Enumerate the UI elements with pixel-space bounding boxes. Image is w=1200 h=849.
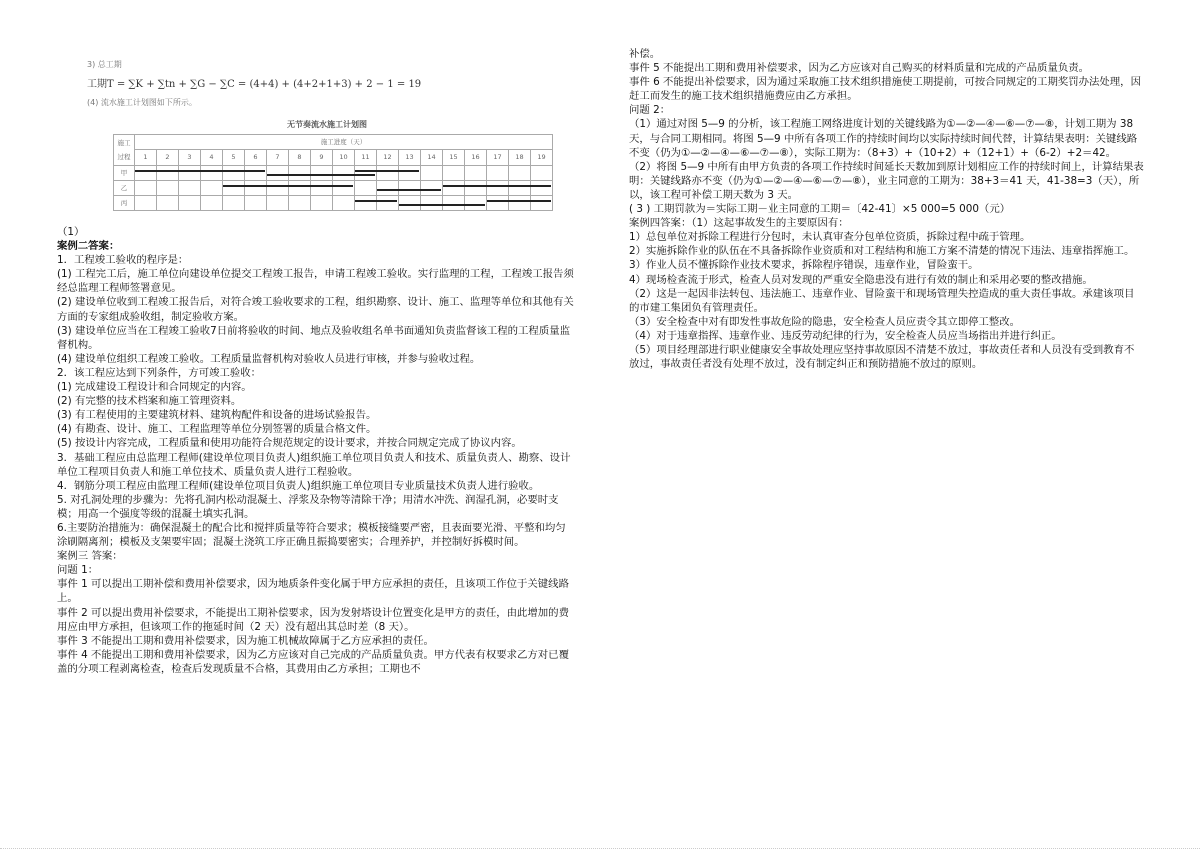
- total-duration-caption: 3) 总工期: [87, 60, 122, 69]
- grid-cell: [487, 165, 509, 180]
- grid-cell: [333, 165, 355, 180]
- right-text: [629, 47, 1144, 371]
- right-paragraph: 问题 2：: [629, 104, 671, 117]
- left-paragraph: (1) 工程完工后，施工单位向建设单位提交工程竣工报告，申请工程竣工验收。实行监理的工程，工程竣工报告须经总监理工程师签署意见。: [57, 268, 574, 295]
- day-cell: 16: [465, 150, 487, 165]
- flow-plan-caption: (4) 流水施工计划图如下所示。: [87, 98, 197, 108]
- left-paragraph: 2．该工程应达到下列条件，方可竣工验收：: [57, 366, 262, 379]
- grid-cell: [289, 195, 311, 210]
- grid-cell: [267, 180, 289, 195]
- grid-cell: [311, 165, 333, 180]
- right-paragraph: 事件 5 不能提出工期和费用补偿要求，因为乙方应该对自己购买的材料质量和完成的产品质量负责。: [629, 62, 1090, 75]
- day-cell: 18: [509, 150, 531, 165]
- left-paragraph: 事件 2 可以提出费用补偿要求，不能提出工期补偿要求，因为发射塔设计位置变化是甲方的责任，由此增加的费用应由甲方承担，但该项工作的拖延时间（2 天）没有超出其总时差（8 天）。: [57, 606, 569, 633]
- row-label: 丙: [114, 195, 135, 210]
- grid-cell: [245, 165, 267, 180]
- right-paragraph: （2）将图 5—9 中所有由甲方负责的各项工作持续时间延长天数加到原计划相应工作的持续时间上，计算结果表明：关键线路亦不变（仍为①—②—④—⑥—⑦—⑧），业主同意的工期为：38+3＝41 天，41-38=3（天），所以，该工程可补偿工期天数为 3 天。: [629, 160, 1144, 201]
- right-paragraph: （3）安全检查中对有即发性事故危险的隐患，安全检查人员应责令其立即停工整改。: [629, 315, 1021, 328]
- day-cell: 19: [531, 150, 553, 165]
- grid-cell: [267, 195, 289, 210]
- grid-cell: [289, 165, 311, 180]
- grid-cell: [179, 180, 201, 195]
- day-cell: 7: [267, 150, 289, 165]
- row-header-cell: [114, 135, 135, 165]
- grid-cell: [443, 195, 465, 210]
- right-paragraph: 3）作业人员不懂拆除作业技术要求，拆除程序错误，违章作业，冒险蛮干。: [629, 259, 979, 272]
- right-paragraph: 案例四答案：（1）这起事故发生的主要原因有：: [629, 217, 849, 230]
- right-paragraph: 2）实施拆除作业的队伍在不具备拆除作业资质和对工程结构和施工方案不清楚的情况下违法、违章指挥施工。: [629, 245, 1135, 258]
- row-header-bottom: 过程: [117, 152, 131, 161]
- grid-cell: [355, 180, 377, 195]
- right-paragraph: （2）这是一起因非法转包、违法施工、违章作业、冒险蛮干和现场管理失控造成的重大责任事故。承建该项目的市建工集团负有管理责任。: [629, 287, 1135, 314]
- grid-cell: [465, 165, 487, 180]
- left-paragraph: (3) 有工程使用的主要建筑材料、建筑构配件和设备的进场试验报告。: [57, 409, 377, 422]
- grid-cell: [135, 180, 157, 195]
- chart-title: 无节奏流水施工计划图: [287, 120, 367, 130]
- row-label: 乙: [114, 180, 135, 195]
- duration-formula: 工期T = ∑K + ∑tn + ∑G − ∑C = (4+4) + (4+2+1+3) + 2 − 1 = 19: [87, 79, 422, 91]
- left-paragraph: 5. 对孔洞处理的步骤为：先将孔洞内松动混凝土、浮浆及杂物等清除干净；用清水冲洗、润湿孔洞，必要时支模；用高一个强度等级的混凝土填实孔洞。: [57, 493, 559, 520]
- right-paragraph: 1）总包单位对拆除工程进行分包时，未认真审查分包单位资质，拆除过程中疏于管理。: [629, 231, 1031, 244]
- right-paragraph: ( 3 ) 工期罚款为＝实际工期－业主同意的工期＝〔42-41〕×5 000=5 000（元）: [629, 203, 1011, 216]
- grid-cell: [223, 165, 245, 180]
- left-paragraph: （1）: [57, 226, 85, 238]
- grid-cell: [421, 180, 443, 195]
- progress-header: 施工进度（天）: [135, 135, 553, 150]
- grid-cell: [267, 165, 289, 180]
- grid-cell: [465, 195, 487, 210]
- grid-cell: [179, 195, 201, 210]
- grid-cell: [399, 165, 421, 180]
- day-cell: 15: [443, 150, 465, 165]
- grid-cell: [201, 165, 223, 180]
- grid-cell: [399, 195, 421, 210]
- grid-cell: [201, 195, 223, 210]
- grid-cell: [509, 195, 531, 210]
- grid-cell: [201, 180, 223, 195]
- left-paragraph: (2) 建设单位收到工程竣工报告后，对符合竣工验收要求的工程，组织勘察、设计、施工、监理等单位和其他有关方面的专家组成验收组，制定验收方案。: [57, 296, 574, 323]
- right-column: [629, 47, 1144, 371]
- left-text: [57, 225, 574, 676]
- left-paragraph: (1) 完成建设工程设计和合同规定的内容。: [57, 381, 252, 394]
- grid-cell: [333, 180, 355, 195]
- grid-cell: [509, 165, 531, 180]
- grid-cell: [311, 180, 333, 195]
- grid-cell: [245, 180, 267, 195]
- grid-cell: [531, 180, 553, 195]
- right-paragraph: 补偿。: [629, 48, 661, 60]
- day-cell: 9: [311, 150, 333, 165]
- grid-cell: [135, 165, 157, 180]
- day-cell: 11: [355, 150, 377, 165]
- left-paragraph: 案例三 答案：: [57, 550, 123, 563]
- right-paragraph: （1）通过对图 5—9 的分析，该工程施工网络进度计划的关键线路为①—②—④—⑥—⑦—⑧，计划工期为 38 天，与合同工期相同。将图 5—9 中所有各项工作的持续时间均以实际持续时间代替，计算结果表明：关键线路不变（仍为①—②—④—⑥—⑦—⑧），实际工期为：（8+3）+（10+2）+（12+1）+（6-2）+2＝42。: [629, 118, 1138, 159]
- grid-cell: [157, 165, 179, 180]
- grid-cell: [399, 180, 421, 195]
- left-paragraph: 案例二答案：: [57, 240, 120, 253]
- grid-cell: [135, 195, 157, 210]
- day-cell: 17: [487, 150, 509, 165]
- grid-cell: [311, 195, 333, 210]
- left-paragraph: 事件 3 不能提出工期和费用补偿要求，因为施工机械故障属于乙方应承担的责任。: [57, 634, 434, 647]
- schedule-table: [113, 134, 553, 210]
- grid-cell: [443, 180, 465, 195]
- left-paragraph: (4) 有勘查、设计、施工、工程监理等单位分别签署的质量合格文件。: [57, 423, 377, 436]
- day-cell: 5: [223, 150, 245, 165]
- grid-cell: [487, 180, 509, 195]
- left-paragraph: 3．基础工程应由总监理工程师(建设单位项目负责人)组织施工单位项目负责人和技术、质量负责人、勘察、设计单位工程项目负责人和施工单位技术、质量负责人进行工程验收。: [57, 451, 571, 478]
- right-paragraph: 事件 6 不能提出补偿要求，因为通过采取施工技术组织措施使工期提前，可按合同规定的工期奖罚办法处理，因赶工而发生的施工技术组织措施费应由乙方承担。: [629, 76, 1141, 103]
- left-paragraph: (2) 有完整的技术档案和施工管理资料。: [57, 395, 242, 408]
- left-paragraph: 1．工程竣工验收的程序是：: [57, 254, 189, 267]
- day-cell: 10: [333, 150, 355, 165]
- right-paragraph: 4）现场检查流于形式，检查人员对发现的严重安全隐患没有进行有效的制止和采用必要的整改措施。: [629, 273, 1093, 286]
- grid-cell: [289, 180, 311, 195]
- grid-cell: [443, 165, 465, 180]
- left-paragraph: 问题 1：: [57, 564, 99, 577]
- row-header-top: 施工: [117, 138, 131, 147]
- day-cell: 6: [245, 150, 267, 165]
- grid-cell: [333, 195, 355, 210]
- grid-cell: [355, 195, 377, 210]
- left-paragraph: (5) 按设计内容完成，工程质量和使用功能符合规范规定的设计要求，并按合同规定完成了协议内容。: [57, 437, 522, 450]
- left-paragraph: 4．钢筋分项工程应由监理工程师(建设单位项目负责人)组织施工单位项目专业质量技术负责人进行验收。: [57, 479, 540, 492]
- left-paragraph: 事件 4 不能提出工期和费用补偿要求，因为乙方应该对自己完成的产品质量负责。甲方代表有权要求乙方对已覆盖的分项工程剥离检查，检查后发现质量不合格，其费用由乙方承担；工期也不: [57, 648, 569, 675]
- grid-cell: [223, 195, 245, 210]
- grid-cell: [355, 165, 377, 180]
- grid-cell: [421, 165, 443, 180]
- grid-cell: [531, 165, 553, 180]
- day-cell: 3: [179, 150, 201, 165]
- grid-cell: [421, 195, 443, 210]
- row-label: 甲: [114, 165, 135, 180]
- left-paragraph: (4) 建设单位组织工程竣工验收。工程质量监督机构对验收人员进行审核，并参与验收过程。: [57, 352, 481, 365]
- day-cell: 8: [289, 150, 311, 165]
- day-cell: 1: [135, 150, 157, 165]
- grid-cell: [157, 180, 179, 195]
- day-cell: 12: [377, 150, 399, 165]
- grid-cell: [465, 180, 487, 195]
- grid-cell: [223, 180, 245, 195]
- day-cell: 13: [399, 150, 421, 165]
- right-paragraph: （4）对于违章指挥、违章作业、违反劳动纪律的行为，安全检查人员应当场指出并进行纠正。: [629, 329, 1062, 342]
- grid-cell: [179, 165, 201, 180]
- grid-cell: [377, 180, 399, 195]
- left-paragraph: (3) 建设单位应当在工程竣工验收7日前将验收的时间、地点及验收组名单书面通知负责监督该工程的工程质量监督机构。: [57, 324, 570, 351]
- left-paragraph: 事件 1 可以提出工期补偿和费用补偿要求，因为地质条件变化属于甲方应承担的责任，且该项工作位于关键线路上。: [57, 578, 569, 605]
- grid-cell: [531, 195, 553, 210]
- grid-cell: [487, 195, 509, 210]
- day-cell: 14: [421, 150, 443, 165]
- grid-cell: [377, 195, 399, 210]
- grid-cell: [157, 195, 179, 210]
- left-paragraph: 6.主要防治措施为：确保混凝土的配合比和搅拌质量等符合要求；模板接缝要严密，且表面要光滑、平整和均匀涂刷隔离剂；模板及支架要牢固；混凝土浇筑工序正确且振捣要密实；合理养护，并控制好拆模时间。: [57, 521, 566, 549]
- day-cell: 2: [157, 150, 179, 165]
- day-cell: 4: [201, 150, 223, 165]
- grid-cell: [509, 180, 531, 195]
- left-column: [57, 0, 574, 676]
- grid-cell: [245, 195, 267, 210]
- grid-cell: [377, 165, 399, 180]
- schedule-figure: [57, 0, 574, 207]
- right-paragraph: （5）项目经理部进行职业健康安全事故处理应坚持事故原因不清楚不放过，事故责任者和人员没有受到教育不放过，事故责任者没有处理不放过，没有制定纠正和预防措施不放过的原则。: [629, 343, 1135, 371]
